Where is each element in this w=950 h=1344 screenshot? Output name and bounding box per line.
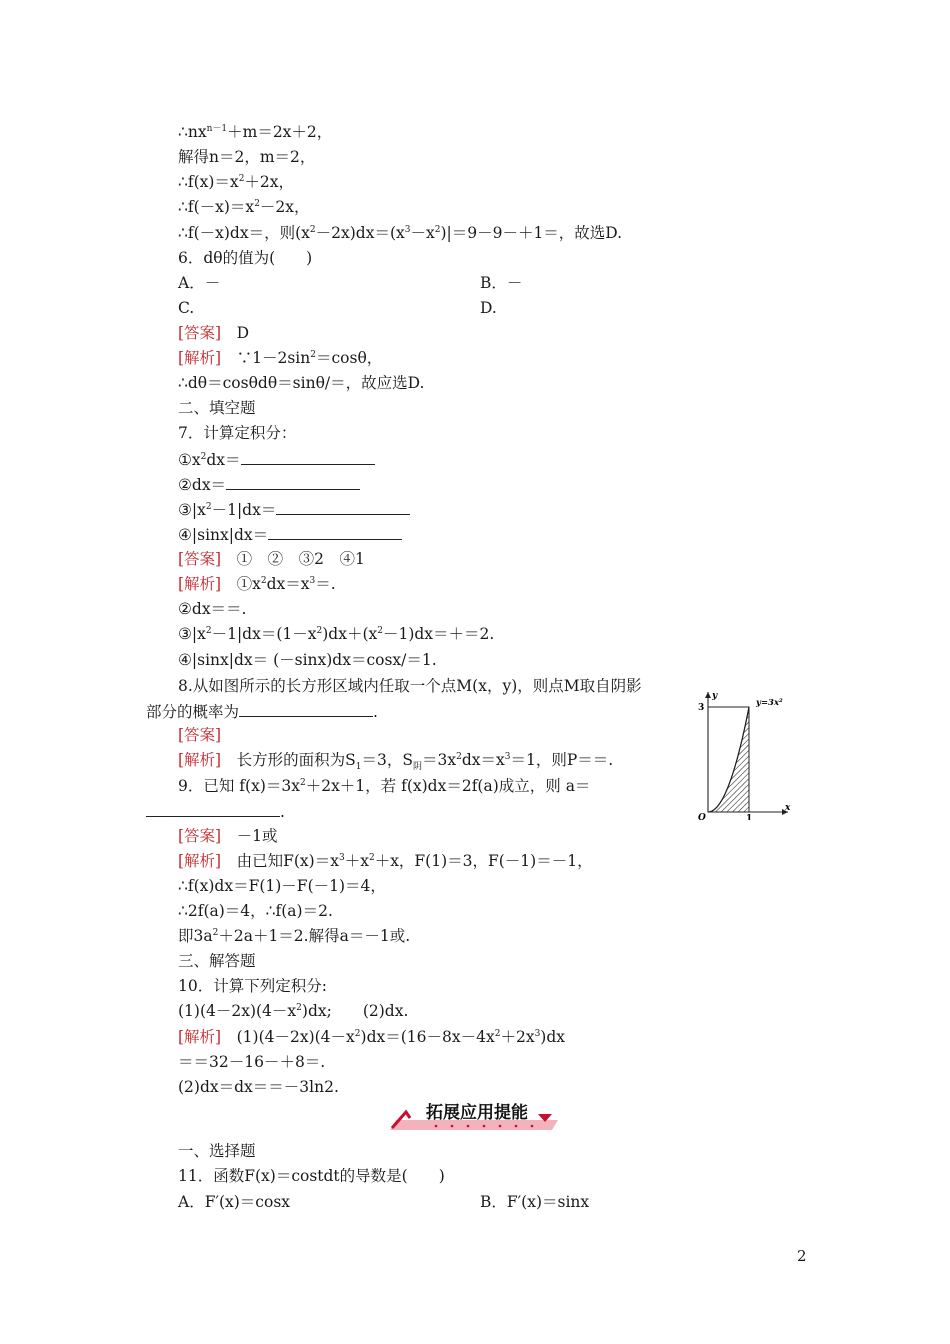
- q9-analysis-2: ∴f(x)dx＝F(1)－F(－1)＝4，: [178, 877, 386, 895]
- answer-blank: [239, 701, 373, 717]
- answer-blank: [276, 499, 410, 515]
- q6-option-a: A．－: [178, 274, 221, 292]
- analysis-tag: [解析]: [178, 1028, 222, 1046]
- q7-answer: [答案] ① ② ③2 ④1: [178, 550, 365, 568]
- x-tick-label: 1: [746, 814, 753, 820]
- section-fill-in: 二、填空题: [178, 399, 256, 417]
- analysis-tag: [解析]: [178, 349, 222, 367]
- derivation-line-5: ∴f(－x)dx＝，则$(x^2-2x)dx=(x^3-x^2)|=9-9-+1=$，故选D.: [178, 224, 623, 242]
- q7-analysis-1: [解析] $①x^2dx=x^3=$.: [178, 575, 336, 593]
- banner-title: 拓展应用提能: [426, 1103, 528, 1123]
- q9-analysis-3: ∴2f(a)＝4，∴f(a)＝2.: [178, 902, 333, 920]
- q7-part-2: ②dx＝: [178, 474, 360, 495]
- question-10: 10．计算下列定积分:: [178, 977, 327, 995]
- question-9-line-2: .: [146, 801, 285, 822]
- page-number: 2: [797, 1247, 807, 1265]
- question-7: 7．计算定积分：: [178, 424, 297, 442]
- q6-option-d: D.: [480, 299, 497, 317]
- q7-analysis-3: $③|x^2-1|dx=(1-x^2)dx+(x^2-1)dx=+=2$.: [178, 625, 495, 643]
- q7-part-4: ④|sinx|dx＝: [178, 524, 402, 545]
- area-figure: [692, 688, 792, 820]
- q6-analysis: [解析] $\because 1-2\sin^2=\cos\theta$，: [178, 349, 383, 367]
- q6-options-row-1: [178, 273, 220, 293]
- answer-tag: [答案]: [178, 726, 222, 744]
- derivation-line-4: $\therefore f(-x)=x^2-2x$，: [178, 198, 310, 216]
- q6-answer: [答案] D: [178, 324, 250, 342]
- q10-analysis-1: [解析] $(1)(4-2x)(4-x^2)dx=(16-8x-4x^2+2x^3)dx$: [178, 1028, 566, 1046]
- derivation-line-2: 解得n＝2，m＝2，: [178, 148, 316, 166]
- section-choice: 一、选择题: [178, 1142, 256, 1160]
- q9-analysis-1: [解析] 由已知$F(x)=x^3+x^2+x$，F(1)＝3，F(－1)＝－1，: [178, 852, 593, 870]
- answer-blank: [226, 474, 360, 490]
- answer-blank: [268, 524, 402, 540]
- analysis-tag: [解析]: [178, 852, 222, 870]
- q8-answer: [178, 725, 221, 745]
- y-axis-arrow-icon: [705, 692, 711, 698]
- q6-option-b: B．－: [480, 274, 523, 292]
- answer-tag: [答案]: [178, 827, 222, 845]
- q7-part-1: $①x^2dx=$: [178, 449, 375, 470]
- q10-analysis-3: (2)dx＝dx＝＝－3ln2.: [178, 1078, 339, 1096]
- y-axis-label: y: [712, 691, 718, 701]
- analysis-tag: [解析]: [178, 751, 222, 769]
- answer-blank: [241, 449, 375, 465]
- derivation-line-3: $\therefore f(x)=x^2+2x$，: [178, 173, 295, 191]
- x-axis-label: x: [785, 803, 791, 813]
- shaded-region: [708, 707, 749, 812]
- derivation-line-1: $\therefore nx^{n-1}+m=2x+2$，: [178, 123, 333, 141]
- q9-answer: [答案] －1或: [178, 827, 278, 845]
- q8-analysis: [解析] 长方形的面积为$S_1=3$，$S_阴=3x^2dx=x^3=1$，则P＝＝.: [178, 751, 614, 773]
- curve-label: y=3x²: [756, 698, 783, 708]
- q6-option-c: C.: [178, 299, 195, 317]
- y-tick-label: 3: [698, 703, 705, 713]
- section-banner: [388, 1098, 566, 1136]
- question-11: 11．函数F(x)＝costdt的导数是( ): [178, 1167, 445, 1185]
- q10-analysis-2: ＝＝32－16－＋8＝.: [178, 1053, 326, 1071]
- q9-analysis-4: 即$3a^2+2a+1=2$.解得a＝－1或.: [178, 927, 411, 945]
- answer-tag: [答案]: [178, 324, 222, 342]
- q7-analysis-4: ④|sinx|dx＝ (－sinx)dx＝cosx/＝1.: [178, 651, 437, 669]
- origin-label: O: [698, 813, 706, 820]
- q11-option-b: B．F′(x)＝sinx: [480, 1193, 590, 1211]
- q7-analysis-2: ②dx＝＝.: [178, 600, 247, 618]
- question-8-line-2: 部分的概率为 .: [146, 703, 378, 721]
- question-9-line-1: 9．已知 $f(x)=3x^2+2x+1$，若 f(x)dx＝2f(a)成立，则 a＝: [178, 777, 591, 795]
- q10-subparts: $(1)(4-2x)(4-x^2)dx$; (2)dx.: [178, 1002, 409, 1020]
- section-solve: 三、解答题: [178, 952, 256, 970]
- q11-option-a: A．F′(x)＝cosx: [178, 1193, 291, 1211]
- q6-analysis-2: ∴dθ＝cosθdθ＝sinθ/＝，故应选D.: [178, 374, 425, 392]
- analysis-tag: [解析]: [178, 575, 222, 593]
- question-8-line-1: 8.从如图所示的长方形区域内任取一个点M(x，y)，则点M取自阴影: [178, 677, 642, 695]
- q7-part-3: $③|x^2-1|dx=$: [178, 499, 410, 520]
- question-6: 6．dθ的值为( ): [178, 249, 313, 267]
- answer-blank: [146, 801, 280, 817]
- answer-tag: [答案]: [178, 550, 222, 568]
